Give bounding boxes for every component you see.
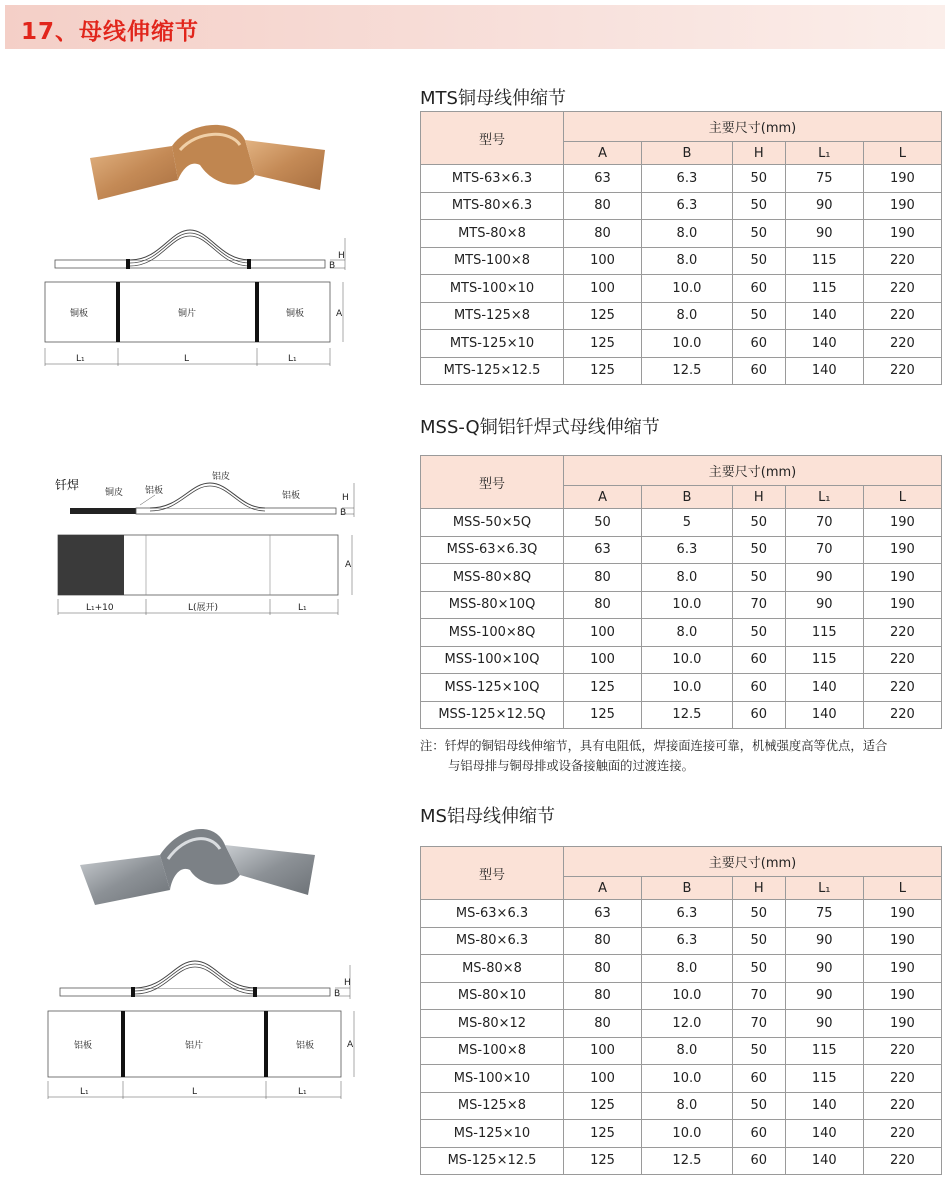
table-row bbox=[421, 982, 942, 1010]
ms-left-label: 铝板 bbox=[74, 1041, 93, 1051]
value-cell: 190 bbox=[863, 564, 941, 592]
value-cell: 6.3 bbox=[642, 165, 733, 193]
value-cell: 50 bbox=[732, 1092, 785, 1120]
model-cell: MTS-80×6.3 bbox=[421, 192, 564, 220]
value-cell: 125 bbox=[564, 1092, 642, 1120]
value-cell: 60 bbox=[732, 1120, 785, 1148]
note-text bbox=[420, 736, 946, 776]
value-cell: 10.0 bbox=[642, 1065, 733, 1093]
mts-dim-l: L bbox=[184, 354, 190, 364]
value-cell: 125 bbox=[564, 701, 642, 729]
value-cell: 10.0 bbox=[642, 1120, 733, 1148]
value-cell: 50 bbox=[564, 509, 642, 537]
value-cell: 8.0 bbox=[642, 1092, 733, 1120]
value-cell: 10.0 bbox=[642, 646, 733, 674]
value-cell: 12.0 bbox=[642, 1010, 733, 1038]
dim-header-0: A bbox=[564, 877, 642, 900]
value-cell: 90 bbox=[785, 192, 863, 220]
value-cell: 60 bbox=[732, 701, 785, 729]
value-cell: 115 bbox=[785, 1065, 863, 1093]
mts-center-label: 铜片 bbox=[178, 309, 197, 319]
value-cell: 140 bbox=[785, 1120, 863, 1148]
section-title-mts: MTS铜母线伸缩节 bbox=[420, 88, 566, 109]
value-cell: 115 bbox=[785, 247, 863, 275]
value-cell: 80 bbox=[564, 955, 642, 983]
mts-left-label: 铜板 bbox=[70, 309, 89, 319]
value-cell: 90 bbox=[785, 220, 863, 248]
table-row bbox=[421, 674, 942, 702]
value-cell: 125 bbox=[564, 330, 642, 358]
model-cell: MSS-80×8Q bbox=[421, 564, 564, 592]
table-row bbox=[421, 330, 942, 358]
table-row bbox=[421, 1147, 942, 1175]
mss-diagram bbox=[50, 465, 420, 625]
value-cell: 90 bbox=[785, 955, 863, 983]
value-cell: 60 bbox=[732, 275, 785, 303]
mss-copper-skin-label: 铜皮 bbox=[105, 488, 124, 498]
dim-header-2: H bbox=[732, 142, 785, 165]
table-row bbox=[421, 1120, 942, 1148]
mts-diagram bbox=[40, 120, 420, 380]
value-cell: 50 bbox=[732, 619, 785, 647]
value-cell: 100 bbox=[564, 646, 642, 674]
value-cell: 190 bbox=[863, 220, 941, 248]
value-cell: 100 bbox=[564, 275, 642, 303]
value-cell: 125 bbox=[564, 674, 642, 702]
dim-header-3: L₁ bbox=[785, 877, 863, 900]
value-cell: 115 bbox=[785, 1037, 863, 1065]
note-line-1: 注：钎焊的铜铝母线伸缩节，具有电阻低，焊接面连接可靠，机械强度高等优点，适合 bbox=[420, 739, 888, 753]
value-cell: 220 bbox=[863, 302, 941, 330]
value-cell: 140 bbox=[785, 1147, 863, 1175]
mss-top-view bbox=[58, 535, 352, 615]
mts-dim-h: H bbox=[338, 251, 345, 261]
model-cell: MSS-100×8Q bbox=[421, 619, 564, 647]
value-cell: 190 bbox=[863, 165, 941, 193]
dim-header-1: B bbox=[642, 486, 733, 509]
value-cell: 63 bbox=[564, 900, 642, 928]
model-cell: MTS-125×8 bbox=[421, 302, 564, 330]
dim-header-0: A bbox=[564, 486, 642, 509]
value-cell: 220 bbox=[863, 1065, 941, 1093]
value-cell: 60 bbox=[732, 646, 785, 674]
value-cell: 125 bbox=[564, 302, 642, 330]
value-cell: 140 bbox=[785, 357, 863, 385]
model-cell: MS-125×12.5 bbox=[421, 1147, 564, 1175]
ms-top-view bbox=[48, 1011, 354, 1099]
mss-dim-h: H bbox=[342, 493, 349, 503]
value-cell: 6.3 bbox=[642, 536, 733, 564]
value-cell: 190 bbox=[863, 509, 941, 537]
ms-side-view bbox=[60, 961, 351, 999]
value-cell: 100 bbox=[564, 247, 642, 275]
model-cell: MSS-63×6.3Q bbox=[421, 536, 564, 564]
value-cell: 60 bbox=[732, 330, 785, 358]
dim-header-4: L bbox=[863, 486, 941, 509]
mss-dim-b: B bbox=[340, 508, 347, 518]
value-cell: 60 bbox=[732, 357, 785, 385]
value-cell: 220 bbox=[863, 701, 941, 729]
mss-al-plate-right-label: 铝板 bbox=[282, 491, 301, 501]
value-cell: 6.3 bbox=[642, 927, 733, 955]
value-cell: 140 bbox=[785, 302, 863, 330]
value-cell: 220 bbox=[863, 674, 941, 702]
value-cell: 10.0 bbox=[642, 275, 733, 303]
value-cell: 115 bbox=[785, 619, 863, 647]
value-cell: 50 bbox=[732, 564, 785, 592]
value-cell: 190 bbox=[863, 982, 941, 1010]
value-cell: 115 bbox=[785, 646, 863, 674]
main-dims-header: 主要尺寸(mm) bbox=[564, 112, 942, 142]
value-cell: 8.0 bbox=[642, 220, 733, 248]
value-cell: 80 bbox=[564, 1010, 642, 1038]
value-cell: 8.0 bbox=[642, 1037, 733, 1065]
value-cell: 8.0 bbox=[642, 955, 733, 983]
aluminium-expansion-photo bbox=[80, 829, 315, 905]
main-dims-header: 主要尺寸(mm) bbox=[564, 456, 942, 486]
dim-header-3: L₁ bbox=[785, 142, 863, 165]
value-cell: 8.0 bbox=[642, 247, 733, 275]
value-cell: 100 bbox=[564, 619, 642, 647]
spec-table-ms bbox=[420, 846, 942, 1175]
model-cell: MSS-100×10Q bbox=[421, 646, 564, 674]
model-cell: MSS-125×10Q bbox=[421, 674, 564, 702]
table-row bbox=[421, 591, 942, 619]
table-row bbox=[421, 220, 942, 248]
ms-dim-h: H bbox=[344, 978, 351, 988]
value-cell: 60 bbox=[732, 674, 785, 702]
page-header bbox=[5, 5, 945, 49]
model-cell: MTS-100×10 bbox=[421, 275, 564, 303]
value-cell: 10.0 bbox=[642, 330, 733, 358]
value-cell: 190 bbox=[863, 591, 941, 619]
mss-al-skin-label: 铝皮 bbox=[212, 472, 231, 482]
dim-header-3: L₁ bbox=[785, 486, 863, 509]
value-cell: 220 bbox=[863, 1037, 941, 1065]
value-cell: 220 bbox=[863, 1147, 941, 1175]
dim-header-2: H bbox=[732, 486, 785, 509]
value-cell: 140 bbox=[785, 330, 863, 358]
value-cell: 100 bbox=[564, 1065, 642, 1093]
value-cell: 50 bbox=[732, 1037, 785, 1065]
table-row bbox=[421, 900, 942, 928]
value-cell: 6.3 bbox=[642, 900, 733, 928]
value-cell: 50 bbox=[732, 165, 785, 193]
value-cell: 8.0 bbox=[642, 619, 733, 647]
mss-dim-l1-10: L₁+10 bbox=[86, 603, 114, 613]
value-cell: 60 bbox=[732, 1147, 785, 1175]
value-cell: 220 bbox=[863, 330, 941, 358]
model-cell: MTS-125×10 bbox=[421, 330, 564, 358]
value-cell: 220 bbox=[863, 646, 941, 674]
model-cell: MS-125×10 bbox=[421, 1120, 564, 1148]
model-cell: MTS-80×8 bbox=[421, 220, 564, 248]
value-cell: 90 bbox=[785, 1010, 863, 1038]
model-cell: MTS-63×6.3 bbox=[421, 165, 564, 193]
mts-side-view bbox=[55, 230, 345, 271]
value-cell: 8.0 bbox=[642, 302, 733, 330]
main-dims-header: 主要尺寸(mm) bbox=[564, 847, 942, 877]
value-cell: 90 bbox=[785, 591, 863, 619]
model-cell: MS-80×10 bbox=[421, 982, 564, 1010]
value-cell: 70 bbox=[785, 509, 863, 537]
value-cell: 90 bbox=[785, 982, 863, 1010]
value-cell: 80 bbox=[564, 564, 642, 592]
value-cell: 80 bbox=[564, 982, 642, 1010]
table-row bbox=[421, 247, 942, 275]
value-cell: 190 bbox=[863, 900, 941, 928]
value-cell: 12.5 bbox=[642, 357, 733, 385]
section-title-ms: MS铝母线伸缩节 bbox=[420, 806, 555, 827]
ms-right-label: 铝板 bbox=[296, 1041, 315, 1051]
value-cell: 190 bbox=[863, 536, 941, 564]
model-header: 型号 bbox=[421, 112, 564, 165]
table-row bbox=[421, 165, 942, 193]
table-row bbox=[421, 927, 942, 955]
value-cell: 70 bbox=[732, 1010, 785, 1038]
model-cell: MS-80×6.3 bbox=[421, 927, 564, 955]
mts-dim-b: B bbox=[329, 261, 336, 271]
dim-header-1: B bbox=[642, 877, 733, 900]
ms-dim-b: B bbox=[334, 989, 341, 999]
model-header: 型号 bbox=[421, 847, 564, 900]
model-cell: MTS-100×8 bbox=[421, 247, 564, 275]
ms-dim-l1-right: L₁ bbox=[298, 1087, 307, 1097]
model-cell: MTS-125×12.5 bbox=[421, 357, 564, 385]
mts-dim-l1-left: L₁ bbox=[76, 354, 85, 364]
table-row bbox=[421, 701, 942, 729]
dim-header-1: B bbox=[642, 142, 733, 165]
model-cell: MSS-80×10Q bbox=[421, 591, 564, 619]
page-title: 17、母线伸缩节 bbox=[21, 19, 200, 45]
value-cell: 80 bbox=[564, 927, 642, 955]
value-cell: 80 bbox=[564, 192, 642, 220]
dim-header-0: A bbox=[564, 142, 642, 165]
value-cell: 90 bbox=[785, 564, 863, 592]
table-row bbox=[421, 564, 942, 592]
value-cell: 12.5 bbox=[642, 1147, 733, 1175]
section-title-mss: MSS-Q铜铝钎焊式母线伸缩节 bbox=[420, 417, 660, 438]
mss-dim-l-expand: L(展开) bbox=[188, 603, 219, 613]
value-cell: 50 bbox=[732, 192, 785, 220]
table-row bbox=[421, 302, 942, 330]
value-cell: 220 bbox=[863, 1120, 941, 1148]
note-line-2: 与铝母排与铜母排或设备接触面的过渡连接。 bbox=[448, 759, 694, 773]
value-cell: 90 bbox=[785, 927, 863, 955]
value-cell: 70 bbox=[785, 536, 863, 564]
value-cell: 125 bbox=[564, 1120, 642, 1148]
value-cell: 63 bbox=[564, 165, 642, 193]
table-row bbox=[421, 955, 942, 983]
value-cell: 63 bbox=[564, 536, 642, 564]
value-cell: 125 bbox=[564, 1147, 642, 1175]
value-cell: 75 bbox=[785, 900, 863, 928]
value-cell: 50 bbox=[732, 247, 785, 275]
value-cell: 70 bbox=[732, 982, 785, 1010]
mss-dim-l1: L₁ bbox=[298, 603, 307, 613]
mts-right-label: 铜板 bbox=[286, 309, 305, 319]
table-row bbox=[421, 1092, 942, 1120]
value-cell: 220 bbox=[863, 619, 941, 647]
model-cell: MS-63×6.3 bbox=[421, 900, 564, 928]
value-cell: 190 bbox=[863, 192, 941, 220]
mts-dim-a: A bbox=[336, 309, 343, 319]
value-cell: 80 bbox=[564, 220, 642, 248]
mss-dim-a: A bbox=[345, 560, 352, 570]
spec-table-mts bbox=[420, 111, 942, 385]
dim-header-4: L bbox=[863, 877, 941, 900]
table-row bbox=[421, 619, 942, 647]
value-cell: 220 bbox=[863, 357, 941, 385]
model-cell: MSS-125×12.5Q bbox=[421, 701, 564, 729]
value-cell: 50 bbox=[732, 509, 785, 537]
model-cell: MS-80×12 bbox=[421, 1010, 564, 1038]
value-cell: 115 bbox=[785, 275, 863, 303]
value-cell: 50 bbox=[732, 536, 785, 564]
spec-table-mss bbox=[420, 455, 942, 729]
dim-header-2: H bbox=[732, 877, 785, 900]
table-row bbox=[421, 1065, 942, 1093]
value-cell: 60 bbox=[732, 1065, 785, 1093]
ms-dim-l1-left: L₁ bbox=[80, 1087, 89, 1097]
model-cell: MS-80×8 bbox=[421, 955, 564, 983]
value-cell: 190 bbox=[863, 927, 941, 955]
value-cell: 80 bbox=[564, 591, 642, 619]
mss-al-plate-left-label: 铝板 bbox=[145, 486, 164, 496]
value-cell: 190 bbox=[863, 1010, 941, 1038]
ms-center-label: 铝片 bbox=[185, 1041, 204, 1051]
value-cell: 140 bbox=[785, 1092, 863, 1120]
value-cell: 220 bbox=[863, 1092, 941, 1120]
value-cell: 5 bbox=[642, 509, 733, 537]
value-cell: 100 bbox=[564, 1037, 642, 1065]
model-header: 型号 bbox=[421, 456, 564, 509]
table-row bbox=[421, 275, 942, 303]
value-cell: 220 bbox=[863, 275, 941, 303]
value-cell: 10.0 bbox=[642, 674, 733, 702]
table-row bbox=[421, 1010, 942, 1038]
value-cell: 10.0 bbox=[642, 591, 733, 619]
value-cell: 8.0 bbox=[642, 564, 733, 592]
value-cell: 50 bbox=[732, 220, 785, 248]
model-cell: MSS-50×5Q bbox=[421, 509, 564, 537]
mts-dim-l1-right: L₁ bbox=[288, 354, 297, 364]
value-cell: 6.3 bbox=[642, 192, 733, 220]
value-cell: 12.5 bbox=[642, 701, 733, 729]
ms-dim-l: L bbox=[192, 1087, 198, 1097]
table-row bbox=[421, 192, 942, 220]
mts-top-view bbox=[45, 282, 343, 366]
copper-expansion-photo bbox=[90, 125, 325, 200]
table-row bbox=[421, 357, 942, 385]
table-row bbox=[421, 1037, 942, 1065]
dim-header-4: L bbox=[863, 142, 941, 165]
value-cell: 50 bbox=[732, 955, 785, 983]
value-cell: 10.0 bbox=[642, 982, 733, 1010]
value-cell: 140 bbox=[785, 701, 863, 729]
value-cell: 50 bbox=[732, 302, 785, 330]
value-cell: 140 bbox=[785, 674, 863, 702]
value-cell: 50 bbox=[732, 900, 785, 928]
model-cell: MS-125×8 bbox=[421, 1092, 564, 1120]
table-row bbox=[421, 536, 942, 564]
model-cell: MS-100×8 bbox=[421, 1037, 564, 1065]
value-cell: 70 bbox=[732, 591, 785, 619]
model-cell: MS-100×10 bbox=[421, 1065, 564, 1093]
value-cell: 190 bbox=[863, 955, 941, 983]
ms-diagram bbox=[40, 815, 420, 1105]
value-cell: 125 bbox=[564, 357, 642, 385]
value-cell: 50 bbox=[732, 927, 785, 955]
value-cell: 75 bbox=[785, 165, 863, 193]
table-row bbox=[421, 646, 942, 674]
table-row bbox=[421, 509, 942, 537]
ms-dim-a: A bbox=[347, 1040, 354, 1050]
value-cell: 220 bbox=[863, 247, 941, 275]
mss-solder-label: 钎焊 bbox=[55, 478, 80, 492]
